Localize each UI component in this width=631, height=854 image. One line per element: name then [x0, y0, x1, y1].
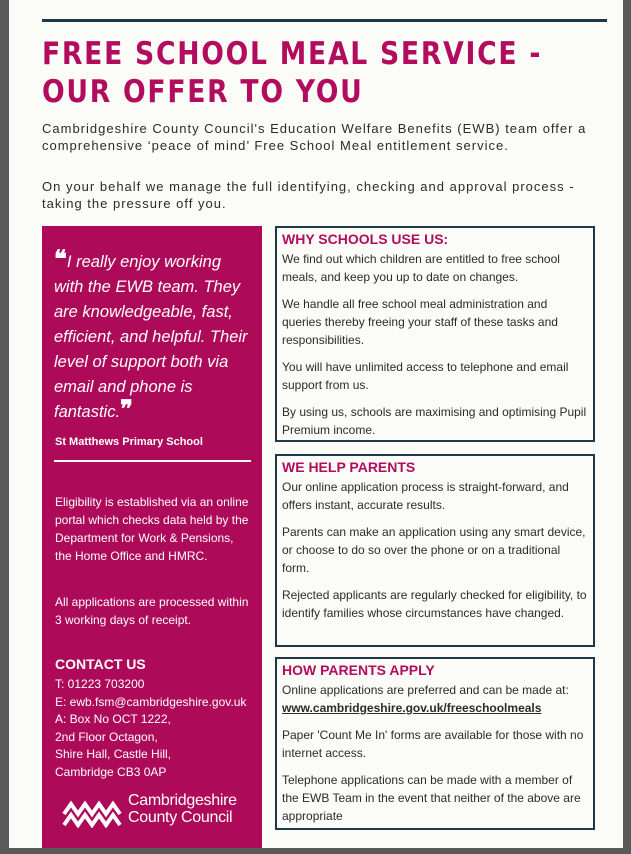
why-schools-box [275, 226, 595, 442]
apply-paragraph-2: Paper 'Count Me In' forms are available for those with no internet access. [282, 728, 584, 760]
free-school-meals-link[interactable]: www.cambridgeshire.gov.uk/freeschoolmeals [282, 701, 542, 715]
page-title [42, 35, 543, 111]
apply-paragraph-1 [282, 681, 588, 717]
contact-address-4: Cambridge CB3 0AP [55, 764, 167, 779]
help-paragraph-2: Parents can make an application using any smart device, or choose to do so over the phone or on a traditional form. [282, 525, 586, 575]
panel-divider [54, 460, 251, 462]
title-line-2: OUR OFFER TO YOU [42, 74, 364, 110]
council-logo-text [128, 792, 237, 826]
contact-heading: CONTACT US [55, 656, 146, 672]
help-paragraph-3: Rejected applicants are regularly checked for eligibility, to identify families whose circumstances have changed. [282, 588, 587, 620]
quote-source: St Matthews Primary School [55, 436, 203, 448]
contact-email[interactable]: E: ewb.fsm@cambridgeshire.gov.uk [55, 694, 247, 709]
title-line-1: FREE SCHOOL MEAL SERVICE - [42, 36, 543, 72]
intro-paragraph-2: On your behalf we manage the full identifying, checking and approval process - taking the pressure off you. [42, 179, 575, 211]
processing-text: All applications are processed within 3 working days of receipt. [55, 595, 249, 627]
logo-line-1: Cambridgeshire [128, 792, 237, 809]
apply-heading: HOW PARENTS APPLY [282, 662, 435, 678]
testimonial-quote [54, 244, 252, 425]
council-logo [62, 792, 247, 828]
apply-paragraph-3: Telephone applications can be made with a member of the EWB Team in the event that neither of the above are appropriate [282, 773, 581, 823]
eligibility-text: Eligibility is established via an online portal which checks data held by the Department for Work & Pensions, the Home Office and HMRC. [55, 495, 249, 563]
contact-address-3: Shire Hall, Castle Hill, [55, 747, 172, 761]
apply-paragraph-1-text: Online applications are preferred and can be made at: [282, 683, 569, 697]
contact-details [55, 676, 246, 781]
why-paragraph-1: We find out which children are entitled to free school meals, and keep you up to date on changes. [282, 252, 560, 284]
council-logo-icon [62, 792, 122, 828]
contact-phone[interactable]: T: 01223 703200 [55, 677, 145, 691]
document-page [9, 0, 623, 848]
contact-address-2: 2nd Floor Octagon, [55, 729, 158, 744]
open-quote-icon: ❝ [54, 244, 67, 273]
close-quote-icon: ❞ [120, 394, 133, 423]
why-heading: WHY SCHOOLS USE US: [282, 231, 449, 247]
how-parents-apply-box [275, 657, 595, 830]
help-parents-box [275, 454, 595, 647]
left-panel [42, 226, 262, 848]
contact-address-1: A: Box No OCT 1222, [55, 712, 171, 726]
top-rule [42, 19, 607, 22]
why-paragraph-4: By using us, schools are maximising and optimising Pupil Premium income. [282, 405, 587, 437]
intro-paragraph-1: Cambridgeshire County Council's Education Welfare Benefits (EWB) team offer a comprehensive ‘peace of mind’ Free School Meal entitlement service. [42, 121, 587, 153]
logo-line-2: County Council [128, 809, 233, 826]
quote-text: I really enjoy working with the EWB team. They are knowledgeable, fast, efficient, and helpful. Their level of support both via email and phone is fantastic. [54, 253, 248, 421]
why-paragraph-3: You will have unlimited access to telephone and email support from us. [282, 360, 569, 392]
why-paragraph-2: We handle all free school meal administration and queries thereby freeing your staff of these tasks and responsibilities. [282, 297, 558, 347]
help-paragraph-1: Our online application process is straight-forward, and offers instant, accurate results. [282, 480, 569, 512]
help-heading: WE HELP PARENTS [282, 459, 416, 475]
